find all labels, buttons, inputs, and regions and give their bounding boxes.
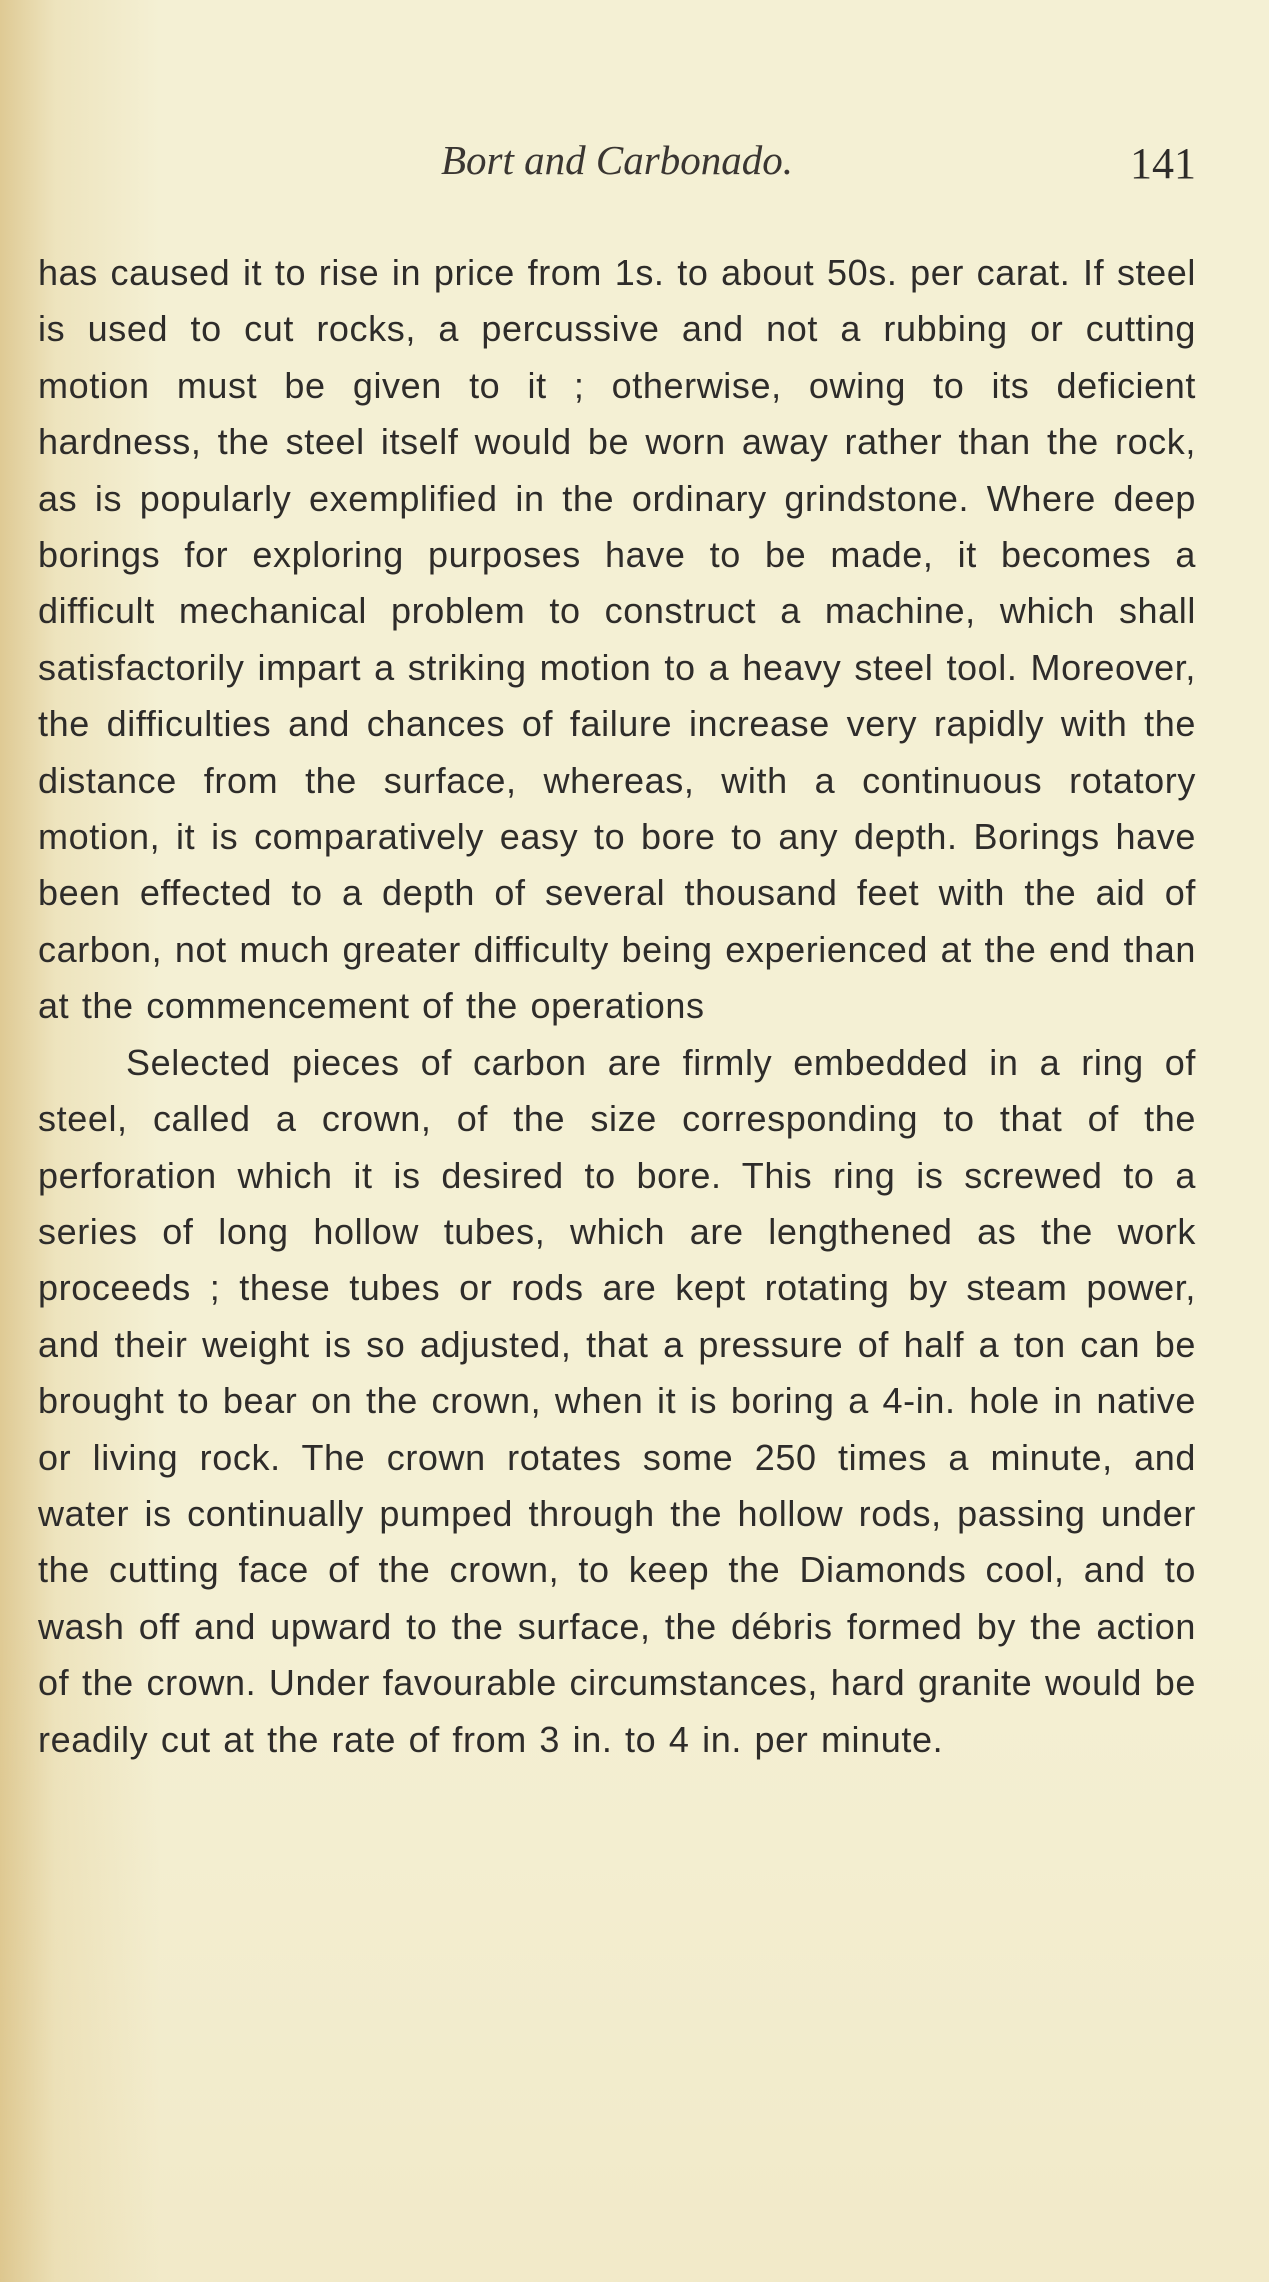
running-title: Bort and Carbonado. [441,137,793,183]
paragraph-2: Selected pieces of carbon are firmly embedded in a ring of steel, called a crown, of the size corresponding to that of the perforation which it is desired to bore. This ring is screwed to a series of long hollow tubes, which are lengthened as the work proceeds ; these tubes or rods are kept rotating by steam power, and their weight is so adjusted, that a pressure of half a ton can be brought to bear on the crown, when it is boring a 4-in. hole in native or living rock. The crown rotates some 250 times a minute, and water is continually pumped through the hollow rods, passing under the cutting face of the crown, to keep the Diamonds cool, and to wash off and upward to the surface, the débris formed by the action of the crown. Under favourable circumstances, hard granite would be readily cut at the rate of from 3 in. to 4 in. per minute. [38,1041,1196,1760]
paragraph-1: has caused it to rise in price from 1s. to about 50s. per carat. If steel is used to cut rocks, a percussive and not a rubbing or cutting motion must be given to it ; otherwise, owing to its deficient hardness, the steel itself would be worn away rather than the rock, as is popularly exemplified in the ordinary grindstone. Where deep borings for exploring purposes have to be made, it becomes a difficult mechanical problem to construct a machine, which shall satisfactorily impart a striking motion to a heavy steel tool. Moreover, the difficulties and chances of failure increase very rapidly with the distance from the surface, whereas, with a continuous rotatory motion, it is comparatively easy to bore to any depth. Borings have been effected to a depth of several thousand feet with the aid of carbon, not much greater difficulty being experienced at the end than at the commencement of the operations [38,252,1196,1027]
page-header [38,132,1196,188]
page-number: 141 [1130,139,1196,188]
body-text [38,245,1196,1768]
